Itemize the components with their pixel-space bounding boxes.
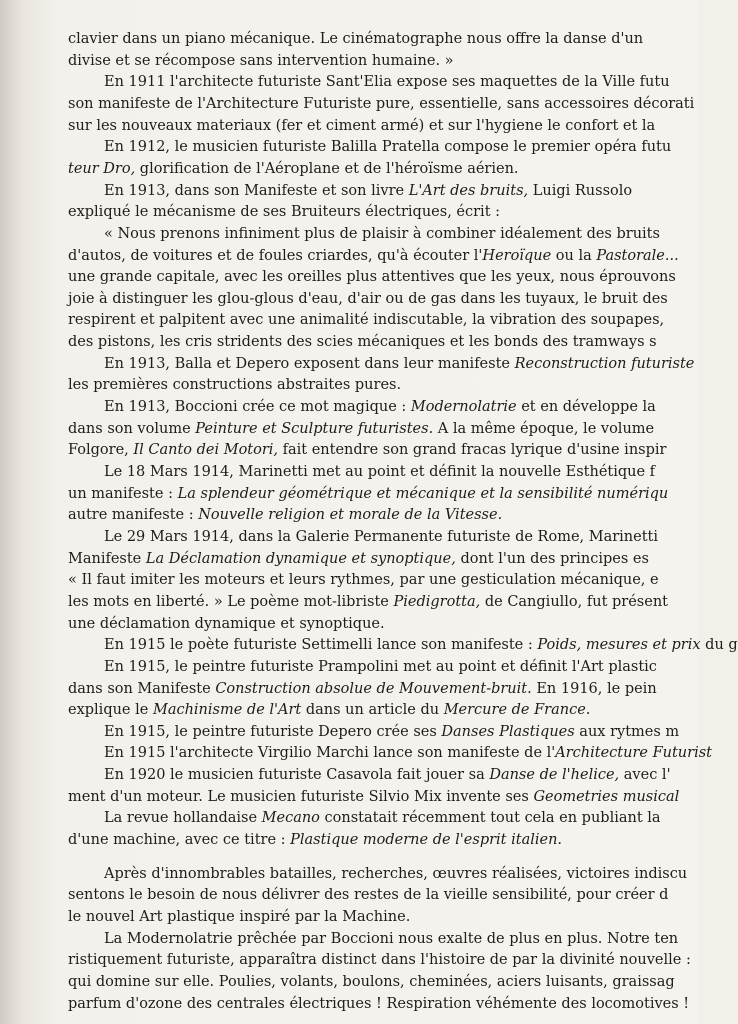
text-line bbox=[104, 657, 698, 678]
text-line bbox=[104, 929, 698, 950]
text-run: ou la bbox=[551, 247, 597, 264]
italic-text: Reconstruction futuriste bbox=[514, 355, 695, 372]
text-run: aux rytmes m bbox=[574, 723, 680, 740]
text-run: sur les nouveaux materiaux (fer et ciment armé) et sur l'hygiene le confort et la bbox=[68, 117, 656, 134]
text-line bbox=[68, 679, 698, 700]
text-line bbox=[68, 440, 698, 461]
italic-text: Architecture Futurist bbox=[555, 745, 712, 762]
text-run: d'autos, de voitures et de foules criardes, qu'à écouter l' bbox=[68, 247, 483, 264]
text-line bbox=[68, 267, 698, 288]
italic-text: L'Art des bruits, bbox=[408, 182, 529, 199]
text-line bbox=[104, 181, 698, 202]
text-run: une grande capitale, avec les oreilles plus attentives que les yeux, nous éprouvons bbox=[68, 269, 676, 286]
text-line bbox=[68, 159, 698, 180]
text-line bbox=[68, 116, 698, 137]
text-run: parfum d'ozone des centrales électriques ! Respiration véhémente des locomotives ! bbox=[68, 995, 690, 1012]
text-run: les premières constructions abstraites pures. bbox=[68, 377, 402, 394]
text-line bbox=[104, 743, 712, 764]
italic-text: La splendeur géométrique et mécanique et la sensibilité numériqu bbox=[177, 485, 669, 502]
text-run: Le 18 Mars 1914, Marinetti met au point et définit la nouvelle Esthétique f bbox=[104, 464, 656, 480]
text-run: expliqué le mécanisme de ses Bruiteurs électriques, écrit : bbox=[68, 204, 501, 221]
text-run: En 1916, le pein bbox=[531, 680, 657, 697]
text-line bbox=[104, 462, 698, 483]
text-run: Le 29 Mars 1914, dans la Galerie Permanente futuriste de Rome, Marinetti bbox=[104, 528, 659, 545]
text-run: La Modernolatrie prêchée par Boccioni nous exalte de plus en plus. Notre ten bbox=[104, 930, 679, 947]
text-line bbox=[104, 137, 698, 158]
italic-text: Danses Plastiques bbox=[441, 723, 575, 740]
text-run: ment d'un moteur. Le musicien futuriste Silvio Mix invente ses bbox=[68, 788, 534, 805]
text-run: En 1913, Boccioni crée ce mot magique : bbox=[104, 399, 411, 416]
text-run: dans son Manifeste bbox=[68, 680, 216, 697]
text-line bbox=[68, 907, 698, 928]
text-run: Folgore, bbox=[68, 442, 134, 459]
text-line bbox=[68, 289, 698, 310]
text-line bbox=[104, 72, 698, 93]
text-line bbox=[68, 419, 698, 440]
text-run: glorification de l'Aéroplane et de l'héroïsme aérien. bbox=[135, 160, 519, 177]
text-line bbox=[68, 484, 698, 505]
text-run: En 1920 le musicien futuriste Casavola fait jouer sa bbox=[104, 767, 490, 784]
text-run: respirent et palpitent avec une animalité indiscutable, la vibration des soupapes, bbox=[68, 312, 665, 329]
text-line bbox=[68, 950, 698, 971]
text-line bbox=[68, 332, 698, 353]
text-run: dont l'un des principes es bbox=[455, 550, 649, 567]
text-line bbox=[68, 94, 698, 115]
text-run: ristiquement futuriste, apparaîtra distinct dans l'histoire de par la divinité nouvelle : bbox=[68, 952, 691, 969]
italic-text: Piedigrotta, bbox=[393, 593, 481, 610]
text-run: fait entendre son grand fracas lyrique d'usine inspir bbox=[278, 442, 667, 459]
text-run: Luigi Russolo bbox=[528, 182, 633, 199]
italic-text: Pastorale... bbox=[596, 247, 679, 264]
text-run: avec l' bbox=[619, 767, 671, 784]
text-run: En 1915, le peintre futuriste Prampolini met au point et définit l'Art plastic bbox=[104, 658, 657, 675]
text-run: En 1915 l'architecte Virgilio Marchi lance son manifeste de l' bbox=[104, 745, 556, 762]
italic-text: Peinture et Sculpture futuristes. bbox=[195, 420, 434, 437]
text-run: En 1911 l'architecte futuriste Sant'Elia expose ses maquettes de la Ville futu bbox=[104, 74, 670, 91]
italic-text: Modernolatrie bbox=[410, 399, 517, 416]
italic-text: Nouvelle religion et morale de la Vitesse. bbox=[198, 507, 503, 524]
text-line bbox=[68, 310, 698, 331]
text-run: le nouvel Art plastique inspiré par la Machine. bbox=[68, 909, 411, 925]
text-line bbox=[104, 765, 698, 786]
text-run: une déclamation dynamique et synoptique. bbox=[68, 615, 385, 632]
text-run: qui domine sur elle. Poulies, volants, boulons, cheminées, aciers luisants, graissag bbox=[68, 973, 675, 990]
text-run: du g bbox=[700, 637, 738, 654]
text-run: son manifeste de l'Architecture Futuriste pure, essentielle, sans accessoires décorati bbox=[68, 95, 695, 112]
text-line bbox=[68, 592, 698, 613]
text-line bbox=[104, 224, 698, 245]
italic-text: Geometries musical bbox=[533, 788, 680, 805]
text-run: joie à distinguer les glou-glous d'eau, d'air ou de gas dans les tuyaux, le bruit des bbox=[68, 290, 668, 307]
italic-text: teur Dro, bbox=[68, 160, 136, 177]
italic-text: Mecano bbox=[261, 810, 320, 827]
text-run: et en développe la bbox=[516, 399, 656, 416]
text-run: Manifeste bbox=[68, 550, 146, 567]
text-line bbox=[68, 885, 698, 906]
italic-text: Heroïque bbox=[482, 247, 552, 264]
italic-text: Il Canto dei Motori, bbox=[133, 442, 279, 459]
italic-text: Machinisme de l'Art bbox=[152, 702, 302, 719]
text-run: En 1913, Balla et Depero exposent dans leur manifeste bbox=[104, 355, 515, 372]
text-line bbox=[104, 354, 698, 375]
text-run: clavier dans un piano mécanique. Le cinématographe nous offre la danse d'un bbox=[68, 31, 644, 47]
text-run: dans un article du bbox=[301, 702, 444, 719]
text-run: de Cangiullo, fut présent bbox=[480, 593, 668, 610]
text-line bbox=[68, 830, 698, 851]
text-line bbox=[68, 700, 698, 721]
text-line bbox=[68, 972, 698, 993]
text-run: divise et se récompose sans intervention humaine. » bbox=[68, 52, 454, 69]
italic-text: Construction absolue de Mouvement-bruit. bbox=[215, 680, 532, 697]
text-line bbox=[104, 722, 698, 743]
italic-text: Poids, mesures et prix bbox=[537, 637, 701, 654]
text-run: un manifeste : bbox=[68, 485, 178, 502]
text-line bbox=[104, 527, 698, 548]
text-line bbox=[68, 202, 698, 223]
text-run: des pistons, les cris stridents des scies mécaniques et les bonds des tramways s bbox=[68, 334, 657, 351]
text-line bbox=[68, 549, 698, 570]
text-line bbox=[104, 808, 698, 829]
text-run: sentons le besoin de nous délivrer des restes de la vieille sensibilité, pour créer d bbox=[68, 887, 669, 904]
text-run: En 1915 le poète futuriste Settimelli lance son manifeste : bbox=[104, 637, 538, 654]
italic-text: La Déclamation dynamique et synoptique, bbox=[145, 550, 456, 567]
text-run: dans son volume bbox=[68, 420, 196, 437]
text-line bbox=[68, 994, 698, 1015]
text-line bbox=[68, 29, 698, 50]
italic-text: Danse de l'helice, bbox=[489, 767, 620, 784]
text-run: explique le bbox=[68, 702, 153, 719]
text-line bbox=[68, 375, 698, 396]
italic-text: Mercure de France. bbox=[443, 702, 591, 719]
text-line bbox=[68, 614, 698, 635]
text-run: les mots en liberté. » Le poème mot-libriste bbox=[68, 593, 394, 610]
text-line bbox=[104, 397, 698, 418]
text-line bbox=[68, 246, 698, 267]
italic-text: Plastique moderne de l'esprit italien. bbox=[290, 832, 563, 849]
text-run: « Nous prenons infiniment plus de plaisir à combiner idéalement des bruits bbox=[104, 225, 660, 242]
text-line bbox=[68, 51, 698, 72]
text-run: En 1912, le musicien futuriste Balilla Pratella compose le premier opéra futu bbox=[104, 139, 672, 156]
text-line bbox=[68, 505, 698, 526]
text-run: En 1913, dans son Manifeste et son livre bbox=[104, 182, 409, 199]
text-run: En 1915, le peintre futuriste Depero crée ses bbox=[104, 723, 442, 740]
text-line bbox=[104, 635, 738, 656]
text-line bbox=[104, 864, 698, 885]
text-run: « Il faut imiter les moteurs et leurs rythmes, par une gesticulation mécanique, e bbox=[68, 572, 659, 589]
text-run: Après d'innombrables batailles, recherches, œuvres réalisées, victoires indiscu bbox=[104, 865, 688, 882]
text-line bbox=[68, 570, 698, 591]
text-run: La revue hollandaise bbox=[104, 810, 262, 827]
text-run: constatait récemment tout cela en publiant la bbox=[319, 810, 661, 827]
text-line bbox=[68, 787, 698, 808]
text-run: A la même époque, le volume bbox=[433, 420, 655, 437]
text-run: autre manifeste : bbox=[68, 507, 199, 524]
text-run: d'une machine, avec ce titre : bbox=[68, 832, 291, 849]
